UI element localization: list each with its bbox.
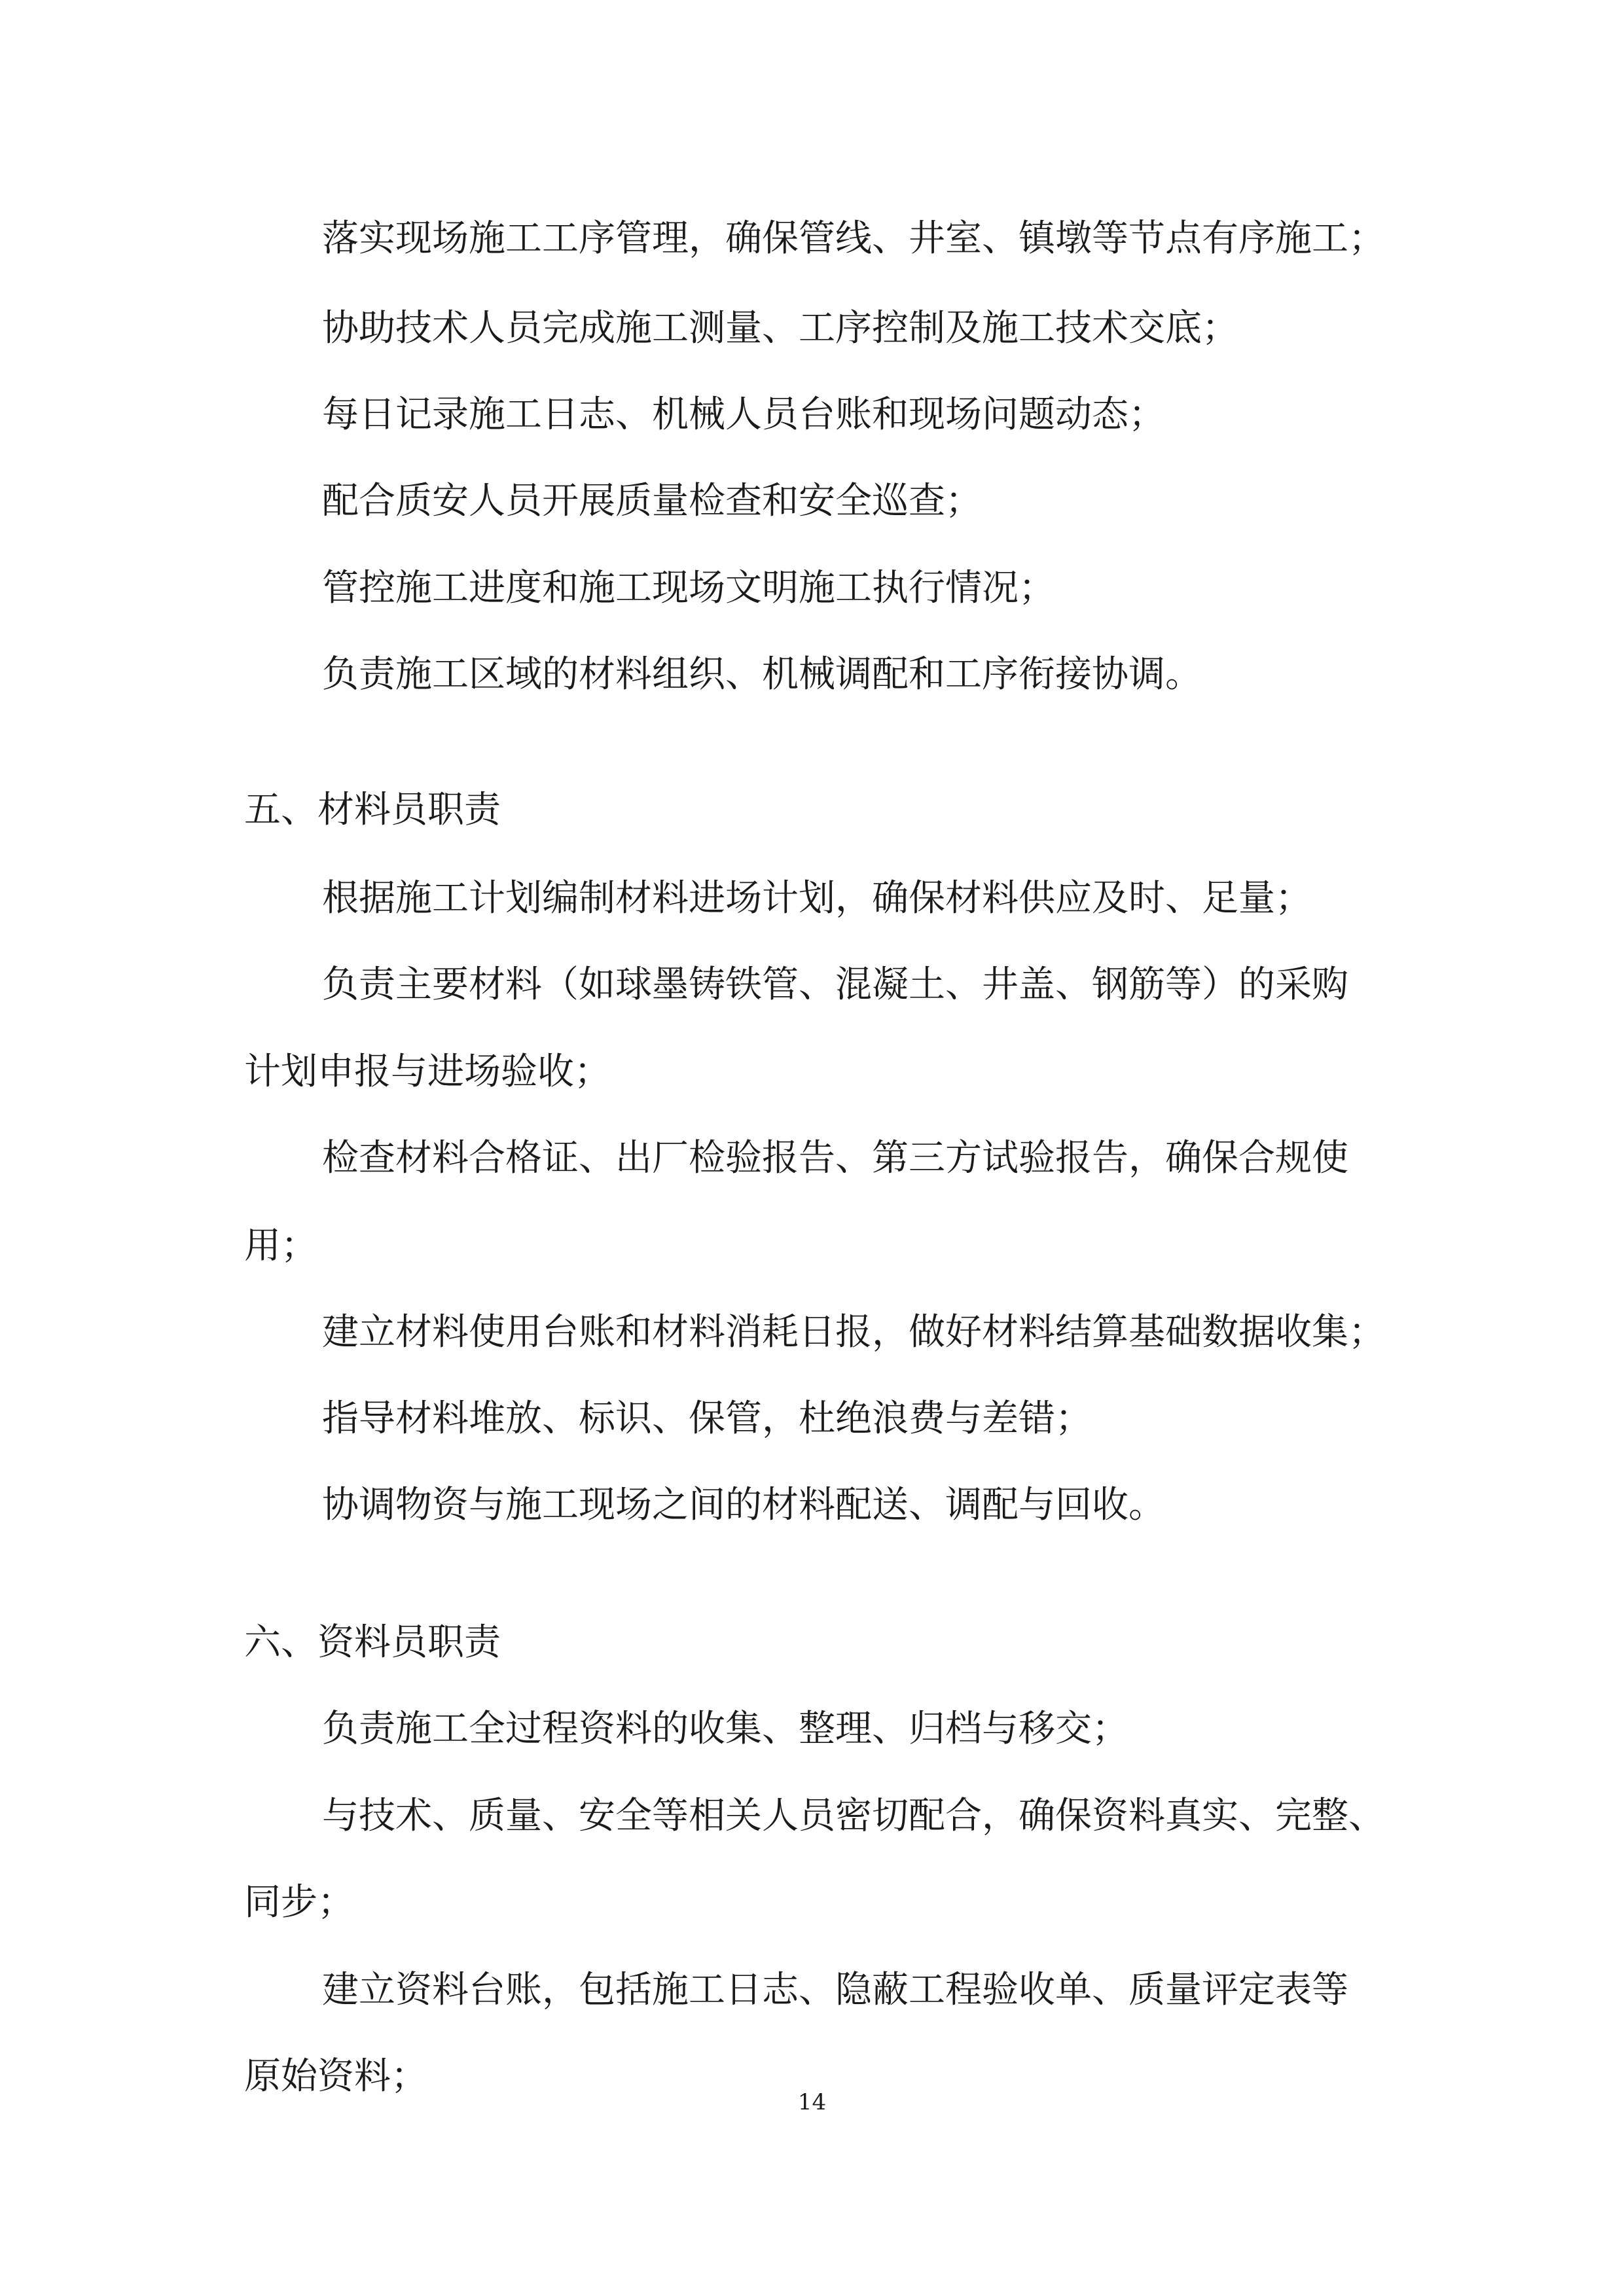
- duty-item-continuation: 原始资料；: [244, 2055, 427, 2098]
- section-heading-material-clerk: 五、材料员职责: [244, 789, 501, 831]
- duty-item: 指导材料堆放、标识、保管，杜绝浪费与差错；: [322, 1397, 1092, 1440]
- duty-item-continuation: 同步；: [244, 1881, 354, 1924]
- duty-item: 建立资料台账，包括施工日志、隐蔽工程验收单、质量评定表等: [322, 1969, 1348, 2011]
- duty-item: 管控施工进度和施工现场文明施工执行情况；: [322, 567, 1055, 609]
- duty-item: 每日记录施工日志、机械人员台账和现场问题动态；: [322, 393, 1165, 436]
- duty-item: 落实现场施工工序管理，确保管线、井室、镇墩等节点有序施工；: [322, 217, 1385, 260]
- duty-item: 配合质安人员开展质量检查和安全巡查；: [322, 480, 982, 522]
- duty-item-continuation: 计划申报与进场验收；: [244, 1050, 611, 1093]
- duty-item: 协调物资与施工现场之间的材料配送、调配与回收。: [322, 1484, 1165, 1526]
- section-heading-document-clerk: 六、资料员职责: [244, 1621, 501, 1664]
- duty-item: 与技术、质量、安全等相关人员密切配合，确保资料真实、完整、: [322, 1795, 1385, 1837]
- duty-item-continuation: 用；: [244, 1225, 317, 1267]
- duty-item: 建立材料使用台账和材料消耗日报，做好材料结算基础数据收集；: [322, 1311, 1385, 1354]
- duty-item: 负责施工全过程资料的收集、整理、归档与移交；: [322, 1708, 1128, 1750]
- page-number: 14: [797, 2089, 827, 2115]
- duty-item: 协助技术人员完成施工测量、工序控制及施工技术交底；: [322, 307, 1238, 350]
- duty-item: 根据施工计划编制材料进场计划，确保材料供应及时、足量；: [322, 877, 1312, 920]
- duty-item: 负责施工区域的材料组织、机械调配和工序衔接协调。: [322, 653, 1202, 696]
- duty-item: 检查材料合格证、出厂检验报告、第三方试验报告，确保合规使: [322, 1137, 1348, 1179]
- duty-item: 负责主要材料（如球墨铸铁管、混凝土、井盖、钢筋等）的采购: [322, 963, 1348, 1006]
